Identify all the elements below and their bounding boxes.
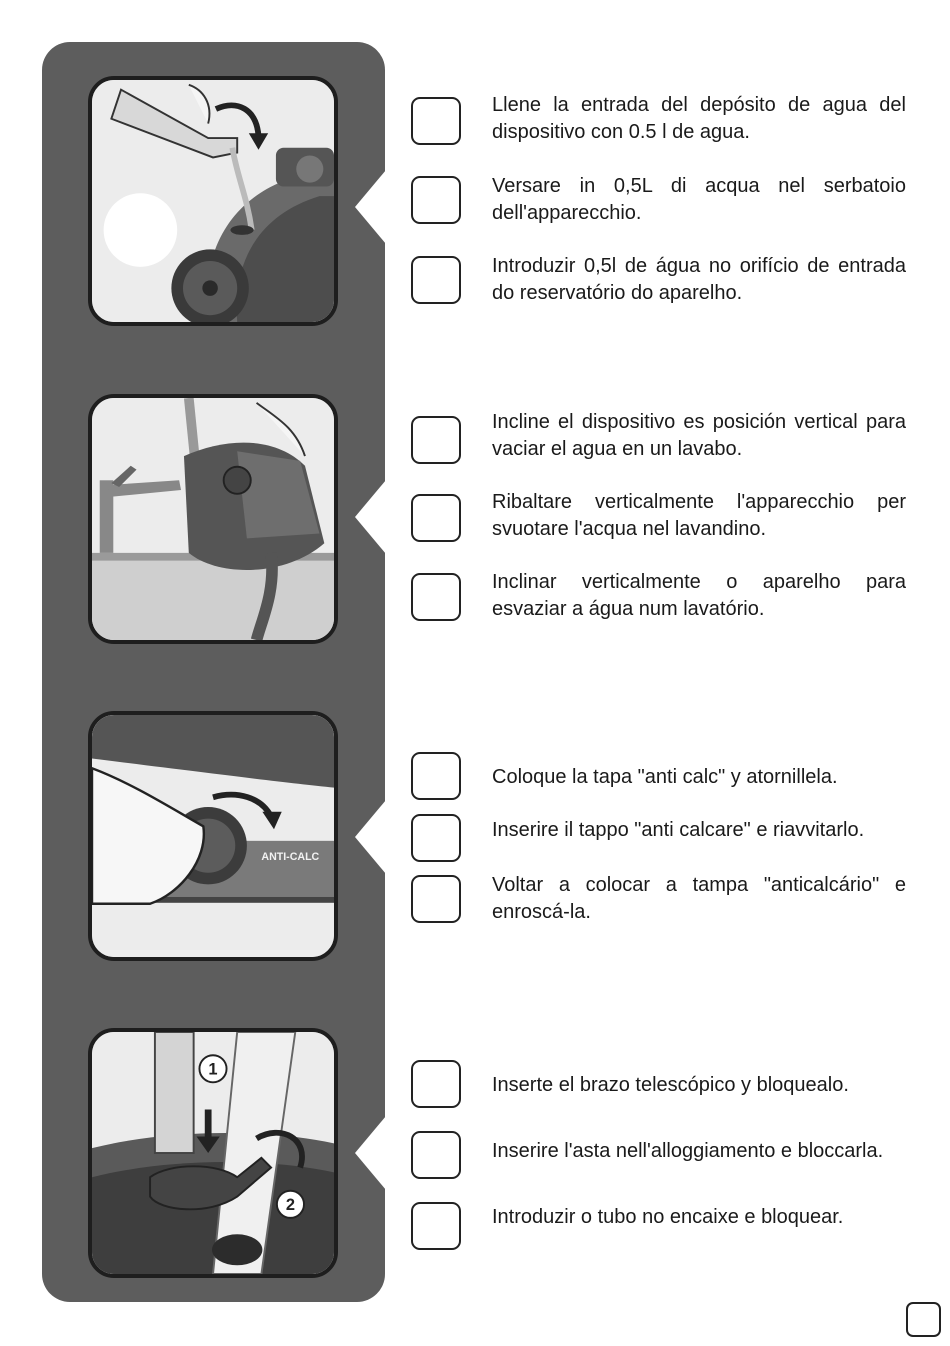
step-text-it: Inserire il tappo "anti calcare" e riavvitarlo. [492, 819, 865, 841]
panel-notch [355, 1116, 386, 1190]
checkbox[interactable] [411, 494, 461, 542]
anti-calc-label: ANTI-CALC [261, 851, 320, 864]
marker-one: 1 [208, 1060, 218, 1079]
step-text-pt: Introduzir 0,5l de água no orifício de entrada do reservatório do aparelho. [492, 255, 906, 304]
step-text-pt: Inclinar verticalmente o aparelho para esvaziar a água num lavatório. [492, 571, 906, 620]
checkbox[interactable] [411, 814, 461, 862]
step-text-es: Inserte el brazo telescópico y bloquealo. [492, 1074, 849, 1096]
checkbox[interactable] [411, 176, 461, 224]
checkbox[interactable] [411, 97, 461, 145]
checkbox[interactable] [411, 573, 461, 621]
step-text-pt: Introduzir o tubo no encaixe e bloquear. [492, 1206, 844, 1228]
checkbox[interactable] [411, 1131, 461, 1179]
checkbox[interactable] [411, 752, 461, 800]
step-text-es: Incline el dispositivo es posición vertical para vaciar el agua en un lavabo. [492, 411, 906, 460]
illustration-anti-calc-cap [88, 711, 338, 961]
checkbox[interactable] [411, 416, 461, 464]
illustration-tilt-sink [88, 394, 338, 644]
marker-two: 2 [285, 1196, 296, 1215]
checkbox[interactable] [411, 256, 461, 304]
checkbox[interactable] [411, 1060, 461, 1108]
panel-notch [355, 480, 386, 554]
checkbox[interactable] [411, 1202, 461, 1250]
panel-notch [355, 170, 386, 244]
step-text-it: Inserire l'asta nell'alloggiamento e bloccarla. [492, 1140, 884, 1162]
step-text-es: Coloque la tapa "anti calc" y atornillela. [492, 766, 838, 788]
illustration-pour-water [88, 76, 338, 326]
panel-notch [355, 800, 386, 874]
step-text-it: Versare in 0,5L di acqua nel serbatoio dell'apparecchio. [492, 175, 906, 224]
page-number-box [906, 1302, 941, 1337]
checkbox[interactable] [411, 875, 461, 923]
illustration-insert-tube [88, 1028, 338, 1278]
step-text-es: Llene la entrada del depósito de agua del dispositivo con 0.5 l de agua. [492, 94, 906, 143]
step-text-it: Ribaltare verticalmente l'apparecchio per svuotare l'acqua nel lavandino. [492, 491, 906, 540]
step-text-pt: Voltar a colocar a tampa "anticalcário" e enroscá-la. [492, 874, 906, 923]
